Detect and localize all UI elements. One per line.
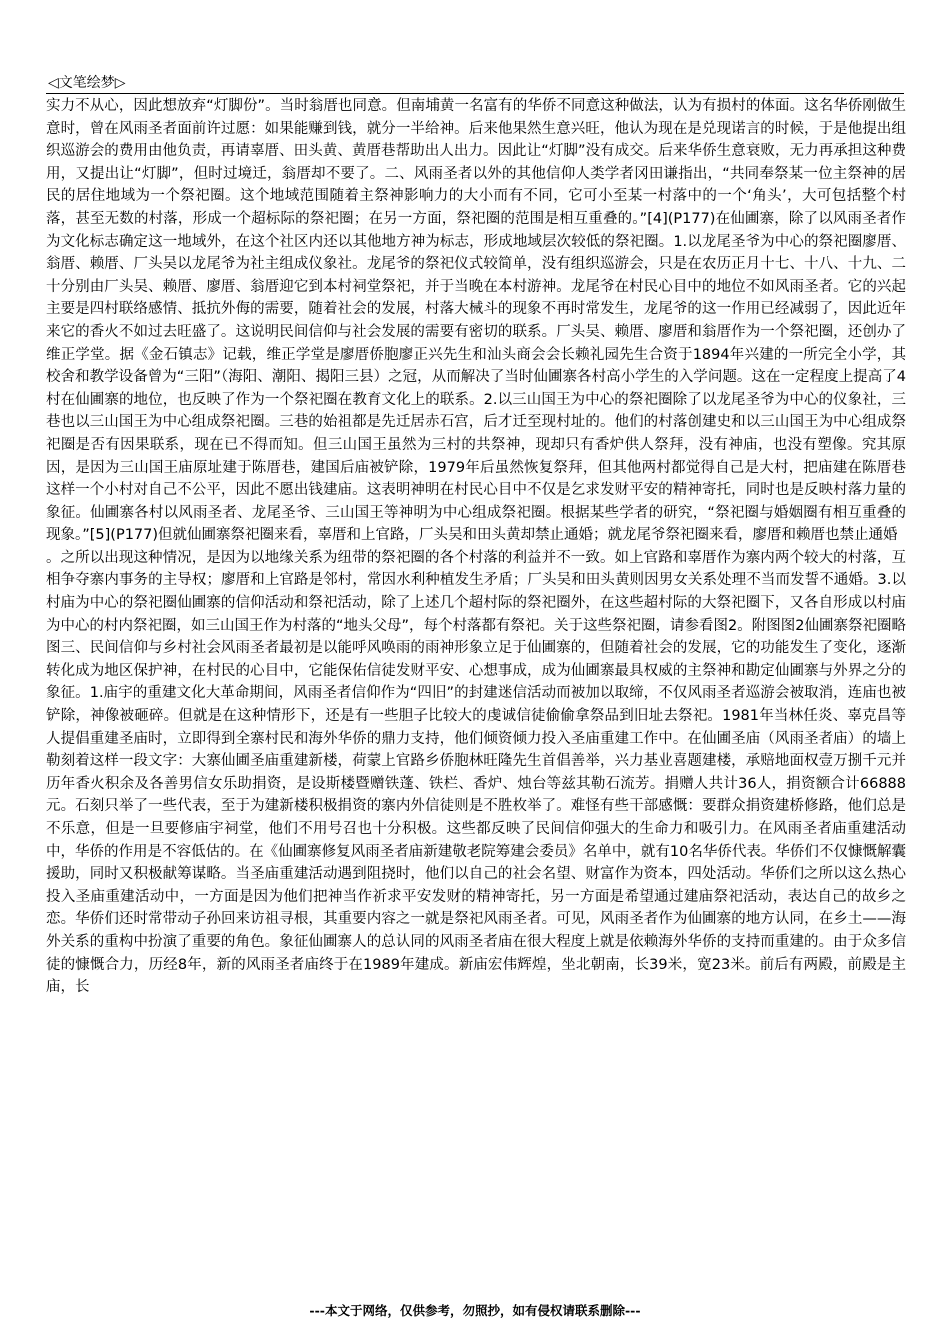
document-body — [46, 95, 906, 999]
document-footer-disclaimer: ---本文于网络，仅供参考，勿照抄，如有侵权请联系删除--- — [309, 1303, 641, 1318]
body-paragraph: 实力不从心，因此想放弃“灯脚份”。当时翁厝也同意。但南埔黄一名富有的华侨不同意这种做法，认为有损村的体面。这名华侨刚做生意时，曾在风雨圣者面前许过愿：如果能赚到钱，就分一半给神。后来他果然生意兴旺，他认为现在是兑现诺言的时候，于是他提出组织巡游会的费用由他负责，再请辜厝、田头黄、黄厝巷帮助出人出力。因此让“灯脚”没有成交。后来华侨生意衰败，无力再承担这种费用，又提出让“灯脚”，但时过境迁，翁厝却不要了。二、风雨圣者以外的其他信仰人类学者冈田谦指出，“共同奉祭某一位主祭神的居民的居住地域为一个祭祀圈。这个地域范围随着主祭神影响力的大小而有不同，它可小至某一村落中的一个‘角头’，大可包括整个村落，甚至无数的村落，形成一个超标际的祭祀圈；在另一方面，祭祀圈的范围是相互重叠的。”[4](P177)在仙圃寨，除了以风雨圣者作为文化标志确定这一地域外，在这个社区内还以其他地方神为标志，形成地域层次较低的祭祀圈。1.以龙尾圣爷为中心的祭祀圈廖厝、翁厝、赖厝、厂头吴以龙尾爷为社主组成仪象社。龙尾爷的祭祀仪式较简单，没有组织巡游会，只是在农历正月十七、十八、十九、二十分别由厂头吴、赖厝、廖厝、翁厝迎它到本村祠堂祭祀，并于当晚在本村游神。龙尾爷在村民心目中的地位不如风雨圣者。它的兴起主要是四村联络感情、抵抗外侮的需要，随着社会的发展，村落大械斗的现象不再时常发生，龙尾爷的这一作用已经减弱了，因此近年来它的香火不如过去旺盛了。这说明民间信仰与社会发展的需要有密切的联系。厂头吴、赖厝、廖厝和翁厝作为一个祭祀圈，还创办了维正学堂。据《金石镇志》记载，维正学堂是廖厝侨胞廖正兴先生和汕头商会会长赖礼园先生合资于1894年兴建的一所完全小学，其校舍和教学设备曾为“三阳”（海阳、潮阳、揭阳三县）之冠，从而解决了当时仙圃寨各村高小学生的入学问题。这在一定程度上提高了4村在仙圃寨的地位，也反映了作为一个祭祀圈在教育文化上的联系。2.以三山国王为中心的祭祀圈除了以龙尾圣爷为中心的仪象社，三巷也以三山国王为中心组成祭祀圈。三巷的始祖都是先迁居赤石宫，后才迁至现村址的。他们的村落创建史和以三山国王为中心组成祭祀圈是否有因果联系，现在已不得而知。但三山国王虽然为三村的共祭神，现却只有香炉供人祭拜，没有神庙，也没有塑像。究其原因，是因为三山国王庙原址建于陈厝巷，建国后庙被铲除，1979年后虽然恢复祭拜，但其他两村都觉得自己是大村，把庙建在陈厝巷这样一个小村对自己不公平，因此不愿出钱建庙。这表明神明在村民心目中不仅是乞求发财平安的精神寄托，同时也是反映村落力量的象征。仙圃寨各村以风雨圣者、龙尾圣爷、三山国王等神明为中心组成祭祀圈。根据某些学者的研究，“祭祀圈与婚姻圈有相互重叠的现象。”[5](P177)但就仙圃寨祭祀圈来看，辜厝和上官路，厂头吴和田头黄却禁止通婚；就龙尾爷祭祀圈来看，廖厝和赖厝也禁止通婚 — [46, 98, 906, 544]
header-divider — [46, 93, 904, 94]
document-header-title: ◁文笔绘梦▷ — [48, 75, 126, 91]
body-paragraph: 。之所以出现这种情况，是因为以地缘关系为纽带的祭祀圈的各个村落的利益并不一致。如上官路和辜厝作为寨内两个较大的村落，互相争夺寨内事务的主导权；廖厝和上官路是邻村，常因水利种植发生矛盾；厂头吴和田头黄则因男女关系处理不当而发誓不通婚。3.以村庙为中心的祭祀圈仙圃寨的信仰活动和祭祀活动，除了上述几个超村际的祭祀圈外，在这些超村际的大祭祀圈下，又各自形成以村庙为中心的村内祭祀圈，如三山国王作为村落的“地头父母”，每个村落都有祭祀。关于这些祭祀圈，请参看图2。附图图2仙圃寨祭祀圈略图三、民间信仰与乡村社会风雨圣者最初是以能呼风唤雨的雨神形象立足于仙圃寨的，但随着社会的发展，它的功能发生了变化，逐渐转化成为地区保护神，在村民的心目中，它能保佑信徒发财平安、心想事成，成为仙圃寨最具权威的主祭神和勘定仙圃寨与外界之分的象征。1.庙宇的重建文化大革命期间，风雨圣者信仰作为“四旧”的封建迷信活动而被加以取缔，不仅风雨圣者巡游会被取消，连庙也被铲除，神像被砸碎。但就是在这种情形下，还是有一些胆子比较大的虔诚信徒偷偷拿祭品到旧址去祭祀。1981年当林任炎、辜克昌等人提倡重建圣庙时，立即得到全寨村民和海外华侨的鼎力支持，他们倾资倾力投入圣庙重建工作中。在仙圃圣庙（风雨圣者庙）的墙上勒刻着这样一段文字：大寨仙圃圣庙重建新楼，荷蒙上官路乡侨胞林旺隆先生首倡善举，兴力基业喜题建楼，承赔地面权壹万捌千元并历年香火积余及各善男信女乐助捐资，是设斯楼暨赠铁蓬、铁栏、香炉、烛台等兹其勒石流芳。捐赠人共计36人，捐资额合计66888元。石刻只举了一些代表，至于为建新楼积极捐资的寨内外信徒则是不胜枚举了。难怪有些干部感慨：要群众捐资建桥修路，他们总是不乐意，但是一旦要修庙宇祠堂，他们不用号召也十分积极。这些都反映了民间信仰强大的生命力和吸引力。在风雨圣者庙重建活动中，华侨的作用是不容低估的。在《仙圃寨修复风雨圣者庙新建敬老院筹建会委员》名单中，就有10名华侨代表。华侨们不仅慷慨解囊援助，同时又积极献筹谋略。当圣庙重建活动遇到阻挠时，他们以自己的社会名望、财富作为资本，四处活动。华侨们之所以这么热心投入圣庙重建活动中，一方面是因为他们把神当作祈求平安发财的精神寄托，另一方面是希望通过建庙祭祀活动，表达自己的故乡之恋。华侨们还时常带动子孙回来访祖寻根，其重要内容之一就是祭祀风雨圣者。可见，风雨圣者作为仙圃寨的地方认同，在乡土——海外关系的重构中扮演了重要的角色。象征仙圃寨人的总认同的风雨圣者庙在很大程度上就是依赖海外华侨的支持而重建的。由于众多信徒的慷慨合力，历经8年，新的风雨圣者庙终于在1989年建成。新庙宏伟辉煌，坐北朝南，长39米，宽23米。前后有两殿，前殿是主庙，长 — [46, 549, 906, 996]
